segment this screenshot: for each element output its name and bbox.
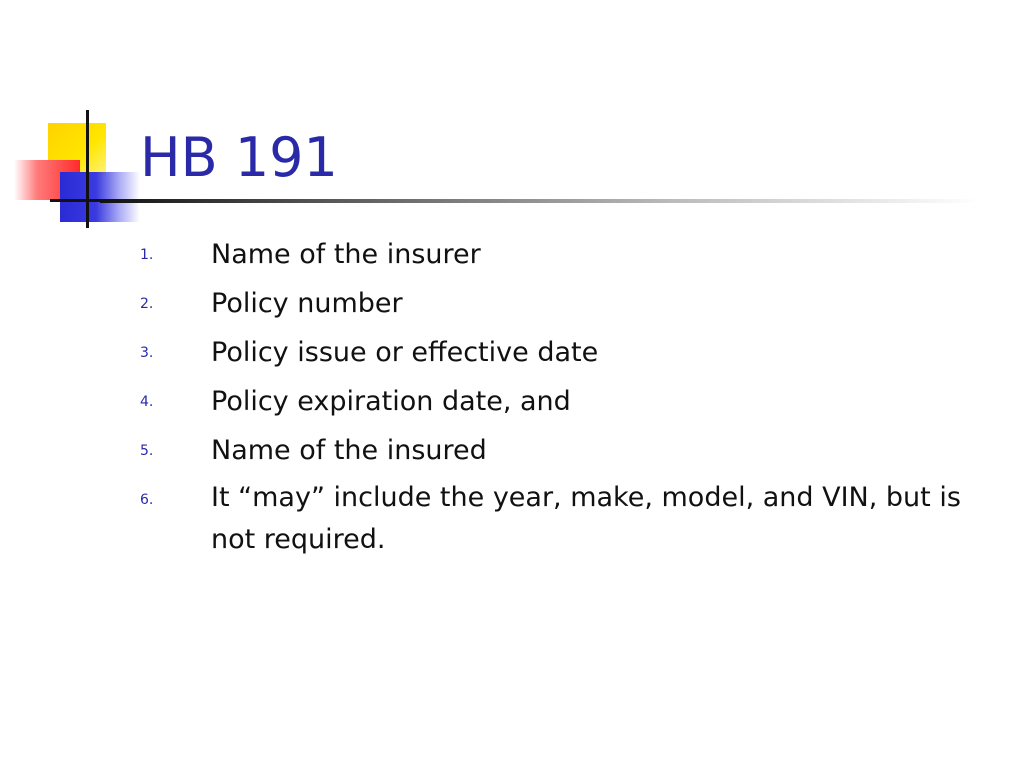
list-item-text: Name of the insured [211,435,487,466]
list-item-text: Policy expiration date, and [211,386,571,417]
list-item [140,330,980,375]
decorative-logo [0,0,150,240]
list-item-text: Name of the insurer [211,239,481,270]
list-item [140,477,980,561]
list-item [140,428,980,473]
slide-title: HB 191 [140,126,338,189]
blue-square-shape [60,172,140,222]
horizontal-line-shape [50,199,104,202]
list-item-number: 6. [140,492,154,508]
list-item-text: It “may” include the year, make, model, and VIN, but is not required. [211,482,961,555]
list-item-number: 2. [140,296,154,312]
list-item-text: Policy number [211,288,403,319]
list-item-text: Policy issue or effective date [211,337,599,368]
list-item-number: 4. [140,394,154,410]
list-item [140,281,980,326]
title-underline [100,199,980,203]
list-item-number: 1. [140,247,154,263]
list-item-number: 5. [140,443,154,459]
vertical-line-shape [86,110,89,228]
list-item-number: 3. [140,345,154,361]
bullet-list [140,232,980,565]
list-item [140,232,980,277]
list-item [140,379,980,424]
